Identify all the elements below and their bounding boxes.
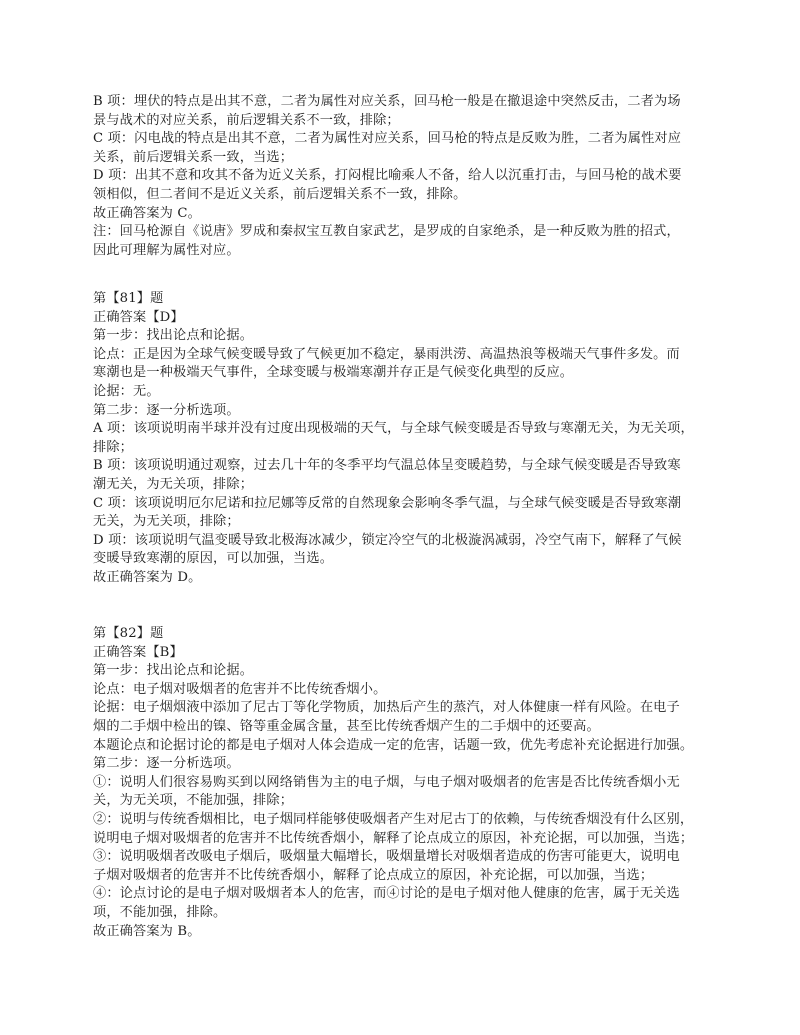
question-80-explanation-tail bbox=[93, 93, 705, 260]
question-number: 第【81】题 bbox=[93, 291, 164, 306]
text-line: D 项：该项说明气温变暖导致北极海冰减少，锁定冷空气的北极漩涡减弱，冷空气南下，解释了气候 bbox=[93, 532, 682, 548]
text-line: D 项：出其不意和攻其不备为近义关系，打闷棍比喻乘人不备，给人以沉重打击，与回马枪的战术要 bbox=[93, 168, 682, 184]
question-81-explanation bbox=[93, 290, 705, 588]
question-number: 第【82】题 bbox=[93, 626, 164, 641]
answer-conclusion: 故正确答案为 D。 bbox=[93, 569, 202, 585]
step-heading: 第一步：找出论点和论据。 bbox=[93, 663, 254, 679]
step-heading: 第一步：找出论点和论据。 bbox=[93, 328, 254, 344]
text-line: 变暖导致寒潮的原因，可以加强，当选。 bbox=[93, 551, 334, 567]
text-line: 说明电子烟对吸烟者的危害并不比传统香烟小，解释了论点成立的原因，补充论据，可以加强，当选； bbox=[93, 830, 694, 846]
text-line: 关，为无关项，不能加强，排除； bbox=[93, 793, 294, 809]
text-line: 寒潮也是一种极端天气事件，全球变暖与极端寒潮并存正是气候变化典型的反应。 bbox=[93, 365, 574, 381]
text-line: 论据：电子烟烟液中添加了尼古丁等化学物质，加热后产生的蒸汽，对人体健康一样有风险。在电子 bbox=[93, 700, 680, 716]
text-line: 无关，为无关项，排除； bbox=[93, 514, 240, 530]
text-line: 景与战术的对应关系，前后逻辑关系不一致，排除； bbox=[93, 112, 400, 128]
text-line: A 项：该项说明南半球并没有过度出现极端的天气，与全球气候变暖是否导致与寒潮无关，为无关项， bbox=[93, 421, 694, 437]
text-line: ④：论点讨论的是电子烟对吸烟者本人的危害，而④讨论的是电子烟对他人健康的危害，属于无关选 bbox=[93, 886, 680, 902]
correct-answer: 正确答案【B】 bbox=[93, 644, 183, 660]
answer-conclusion: 故正确答案为 C。 bbox=[93, 205, 201, 221]
text-line: ①：说明人们很容易购买到以网络销售为主的电子烟，与电子烟对吸烟者的危害是否比传统香烟小无 bbox=[93, 774, 680, 790]
text-line: 论点：正是因为全球气候变暖导致了气候更加不稳定，暴雨洪涝、高温热浪等极端天气事件多发。而 bbox=[93, 346, 680, 362]
text-line: C 项：闪电战的特点是出其不意，二者为属性对应关系，回马枪的特点是反败为胜，二者为属性对应 bbox=[93, 131, 682, 147]
text-line: 烟的二手烟中检出的镍、铬等重金属含量，甚至比传统香烟产生的二手烟中的还要高。 bbox=[93, 718, 600, 734]
note-line: 因此可理解为属性对应。 bbox=[93, 242, 240, 258]
text-line: 论点：电子烟对吸烟者的危害并不比传统香烟小。 bbox=[93, 681, 387, 697]
text-line: 排除； bbox=[93, 439, 134, 455]
text-line: ③：说明吸烟者改吸电子烟后，吸烟量大幅增长，吸烟量增长对吸烟者造成的伤害可能更大，说明电 bbox=[93, 849, 680, 865]
text-line: 项，不能加强，排除。 bbox=[93, 904, 227, 920]
text-line: B 项：埋伏的特点是出其不意，二者为属性对应关系，回马枪一般是在撤退途中突然反击，二者为场 bbox=[93, 94, 681, 109]
question-82-explanation bbox=[93, 625, 705, 941]
text-line: 领相似，但二者间不是近义关系，前后逻辑关系不一致，排除。 bbox=[93, 186, 467, 202]
text-line: 潮无关，为无关项，排除； bbox=[93, 476, 254, 492]
step-heading: 第二步：逐一分析选项。 bbox=[93, 402, 240, 418]
text-line: 子烟对吸烟者的危害并不比传统香烟小，解释了论点成立的原因，补充论据，可以加强，当选； bbox=[93, 867, 654, 883]
text-line: B 项：该项说明通过观察，过去几十年的冬季平均气温总体呈变暖趋势，与全球气候变暖是否导致寒 bbox=[93, 458, 681, 474]
note-line: 注：回马枪源自《说唐》罗成和秦叔宝互教自家武艺，是罗成的自家绝杀，是一种反败为胜的招式， bbox=[93, 224, 680, 240]
text-line: C 项：该项说明厄尔尼诺和拉尼娜等反常的自然现象会影响冬季气温，与全球气候变暖是否导致寒潮 bbox=[93, 495, 682, 511]
answer-conclusion: 故正确答案为 B。 bbox=[93, 923, 201, 939]
step-heading: 第二步：逐一分析选项。 bbox=[93, 756, 240, 772]
correct-answer: 正确答案【D】 bbox=[93, 309, 184, 325]
text-line: 本题论点和论据讨论的都是电子烟对人体会造成一定的危害，话题一致，优先考虑补充论据进行加强。 bbox=[93, 737, 694, 753]
text-line: ②：说明与传统香烟相比，电子烟同样能够使吸烟者产生对尼古丁的依赖，与传统香烟没有什么区别， bbox=[93, 811, 694, 827]
text-line: 关系，前后逻辑关系一致，当选； bbox=[93, 149, 294, 165]
text-line: 论据：无。 bbox=[93, 383, 160, 399]
